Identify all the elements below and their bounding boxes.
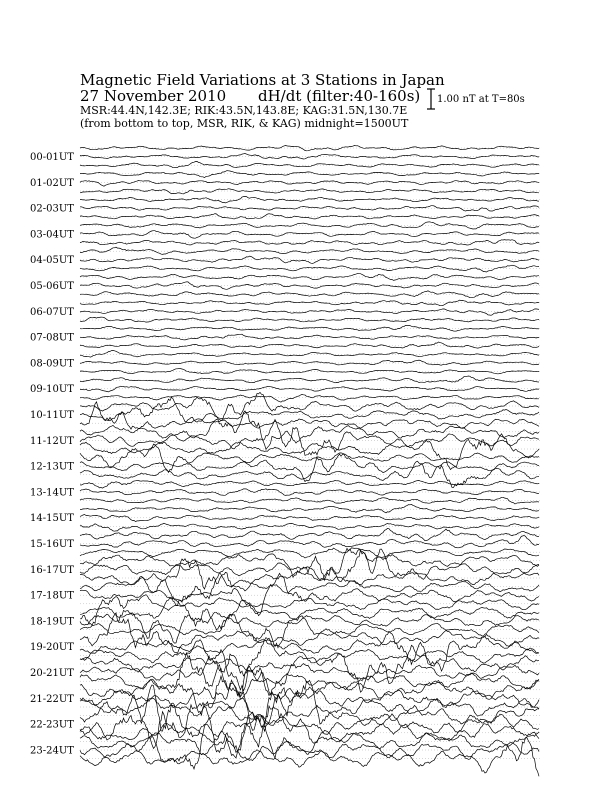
trace-rik	[80, 386, 539, 392]
trace-rik	[80, 231, 539, 239]
trace-rik	[80, 515, 539, 522]
chart-date: 27 November 2010	[80, 87, 227, 105]
trace-msr	[80, 214, 539, 219]
hour-label: 14-15UT	[30, 513, 74, 525]
trace-rik	[80, 282, 539, 290]
hour-label: 13-14UT	[30, 487, 74, 499]
trace-rik	[80, 360, 539, 365]
hour-label: 10-11UT	[30, 410, 74, 421]
hour-label: 16-17UT	[30, 564, 74, 576]
quantity-filter-label: dH/dt (filter:40-160s)	[258, 87, 421, 105]
trace-rik	[80, 334, 539, 340]
station-order-note: (from bottom to top, MSR, RIK, & KAG) midnight=1500UT	[80, 117, 409, 130]
trace-kag	[80, 146, 539, 151]
trace-rik	[80, 549, 539, 582]
hour-label: 15-16UT	[30, 539, 74, 550]
hour-label: 17-18UT	[30, 590, 74, 602]
trace-rik	[80, 683, 539, 730]
trace-kag	[80, 548, 539, 580]
trace-kag	[80, 528, 539, 540]
hour-label: 12-13UT	[30, 461, 74, 473]
hour-label: 05-06UT	[30, 281, 74, 292]
trace-msr	[80, 368, 539, 374]
scale-label: 1.00 nT at T=80s	[437, 94, 525, 105]
trace-msr	[80, 342, 539, 348]
hour-label: 08-09UT	[30, 358, 74, 370]
station-coordinates: MSR:44.4N,142.3E; RIK:43.5N,143.8E; KAG:31.5N,130.7E	[80, 104, 408, 117]
trace-rik	[80, 718, 539, 769]
hour-label: 21-22UT	[30, 693, 74, 705]
trace-msr	[80, 394, 539, 402]
trace-kag	[80, 350, 539, 357]
hour-label: 20-21UT	[30, 668, 74, 679]
trace-kag	[80, 480, 539, 488]
trace-kag	[80, 171, 539, 178]
hour-label: 07-08UT	[30, 332, 74, 344]
trace-rik	[80, 573, 539, 615]
hour-label: 03-04UT	[30, 229, 74, 241]
trace-msr	[80, 738, 539, 777]
trace-kag	[80, 444, 539, 472]
trace-msr	[80, 680, 539, 731]
hour-label: 11-12UT	[30, 435, 74, 447]
trace-kag	[80, 247, 539, 254]
hour-label: 02-03UT	[30, 203, 74, 215]
hour-label: 09-10UT	[30, 384, 74, 396]
trace-rik	[80, 650, 539, 695]
hour-label: 18-19UT	[30, 616, 74, 628]
trace-kag	[80, 695, 539, 748]
hour-label: 04-05UT	[30, 255, 74, 267]
trace-msr	[80, 161, 539, 167]
trace-rik	[80, 309, 539, 315]
trace-msr	[80, 559, 539, 591]
hour-label: 19-20UT	[30, 642, 74, 654]
trace-msr	[80, 189, 539, 194]
trace-msr	[80, 548, 539, 558]
trace-msr	[80, 265, 539, 272]
trace-kag	[80, 274, 539, 281]
trace-msr	[80, 614, 539, 648]
trace-kag	[80, 376, 539, 383]
chart-title: Magnetic Field Variations at 3 Stations in Japan	[80, 71, 445, 89]
trace-rik	[80, 536, 539, 548]
trace-kag	[80, 325, 539, 331]
trace-msr	[80, 434, 539, 470]
trace-rik	[80, 454, 539, 481]
hour-label: 01-02UT	[30, 177, 74, 189]
hour-label: 06-07UT	[30, 306, 74, 318]
hour-label: 22-23UT	[30, 719, 74, 731]
hour-label: 00-01UT	[30, 152, 74, 163]
trace-msr	[80, 317, 539, 322]
trace-kag	[80, 196, 539, 203]
trace-rik	[80, 181, 539, 187]
trace-rik	[80, 397, 539, 422]
trace-rik	[80, 154, 539, 160]
trace-msr	[80, 240, 539, 245]
trace-msr	[80, 638, 539, 676]
hour-label: 23-24UT	[30, 745, 74, 757]
trace-msr	[80, 523, 539, 531]
trace-kag	[80, 573, 539, 606]
trace-kag	[80, 504, 539, 512]
